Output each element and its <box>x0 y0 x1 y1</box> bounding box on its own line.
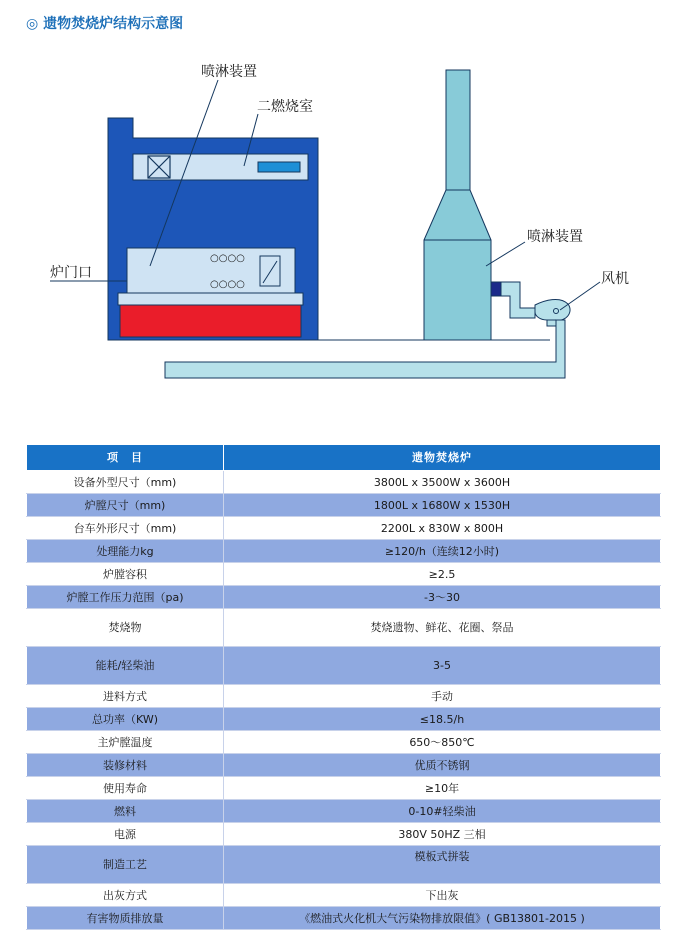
row-label: 能耗/轻柴油 <box>27 647 224 685</box>
table-row <box>27 647 661 685</box>
spec-table <box>26 444 661 930</box>
table-header-row <box>27 445 661 471</box>
table-row <box>27 823 661 846</box>
row-label: 设备外型尺寸（mm) <box>27 471 224 494</box>
spray-tower <box>424 70 491 340</box>
table-row <box>27 471 661 494</box>
row-value: 下出灰 <box>224 884 661 907</box>
row-label: 焚烧物 <box>27 609 224 647</box>
row-value: ≥2.5 <box>224 563 661 586</box>
table-row <box>27 754 661 777</box>
row-label: 进料方式 <box>27 685 224 708</box>
row-label: 电源 <box>27 823 224 846</box>
row-label: 出灰方式 <box>27 884 224 907</box>
row-label: 总功率（KW) <box>27 708 224 731</box>
table-row <box>27 777 661 800</box>
table-row <box>27 517 661 540</box>
row-label: 燃料 <box>27 800 224 823</box>
row-value: -3～30 <box>224 586 661 609</box>
table-row <box>27 586 661 609</box>
row-value: ≤18.5/h <box>224 708 661 731</box>
row-label: 装修材料 <box>27 754 224 777</box>
row-value: 手动 <box>224 685 661 708</box>
row-label: 炉膛容积 <box>27 563 224 586</box>
table-row <box>27 907 661 930</box>
row-value: 3800L x 3500W x 3600H <box>224 471 661 494</box>
row-label: 使用寿命 <box>27 777 224 800</box>
panel-dots-bottom: ○○○○ <box>210 279 245 290</box>
row-value: 《燃油式火化机大气污染物排放限值》( GB13801-2015 ) <box>224 907 661 930</box>
row-value: 模板式拼装 <box>224 846 661 884</box>
header-item: 项 目 <box>27 445 224 471</box>
spec-table-body <box>27 471 661 930</box>
furnace-door-panel <box>127 248 295 294</box>
row-label: 有害物质排放量 <box>27 907 224 930</box>
page-title: ◎ 遗物焚烧炉结构示意图 <box>26 16 184 32</box>
label-furnace-door: 炉门口 <box>50 265 92 281</box>
table-row <box>27 563 661 586</box>
row-value: 焚烧遗物、鲜花、花圈、祭品 <box>224 609 661 647</box>
cart <box>118 293 303 337</box>
table-row <box>27 708 661 731</box>
row-label: 台车外形尺寸（mm) <box>27 517 224 540</box>
secondary-chamber <box>133 154 308 180</box>
label-spray-left: 喷淋装置 <box>201 64 257 80</box>
row-label: 炉膛工作压力范围（pa) <box>27 586 224 609</box>
row-label: 处理能力kg <box>27 540 224 563</box>
label-spray-right: 喷淋装置 <box>527 229 583 245</box>
row-value: 650～850℃ <box>224 731 661 754</box>
row-value: 2200L x 830W x 800H <box>224 517 661 540</box>
row-value: 0-10#轻柴油 <box>224 800 661 823</box>
label-secondary-chamber: 二燃烧室 <box>257 99 313 115</box>
row-value: 3-5 <box>224 647 661 685</box>
table-row <box>27 731 661 754</box>
row-label: 主炉膛温度 <box>27 731 224 754</box>
table-row <box>27 685 661 708</box>
exhaust-pipe <box>501 282 535 318</box>
table-row <box>27 884 661 907</box>
panel-dots-top: ○○○○ <box>210 253 245 264</box>
table-row <box>27 846 661 884</box>
row-value: 380V 50HZ 三相 <box>224 823 661 846</box>
spray-connector <box>491 282 501 296</box>
table-row <box>27 800 661 823</box>
header-product: 遗物焚烧炉 <box>224 445 661 471</box>
table-row <box>27 540 661 563</box>
label-fan: 风机 <box>601 271 629 287</box>
row-value: 1800L x 1680W x 1530H <box>224 494 661 517</box>
row-label: 炉膛尺寸（mm) <box>27 494 224 517</box>
row-value: 优质不锈钢 <box>224 754 661 777</box>
row-value: ≥10年 <box>224 777 661 800</box>
table-row <box>27 494 661 517</box>
incinerator-diagram <box>0 0 675 420</box>
table-row <box>27 609 661 647</box>
row-value: ≥120/h（连续12小时) <box>224 540 661 563</box>
row-label: 制造工艺 <box>27 846 224 884</box>
